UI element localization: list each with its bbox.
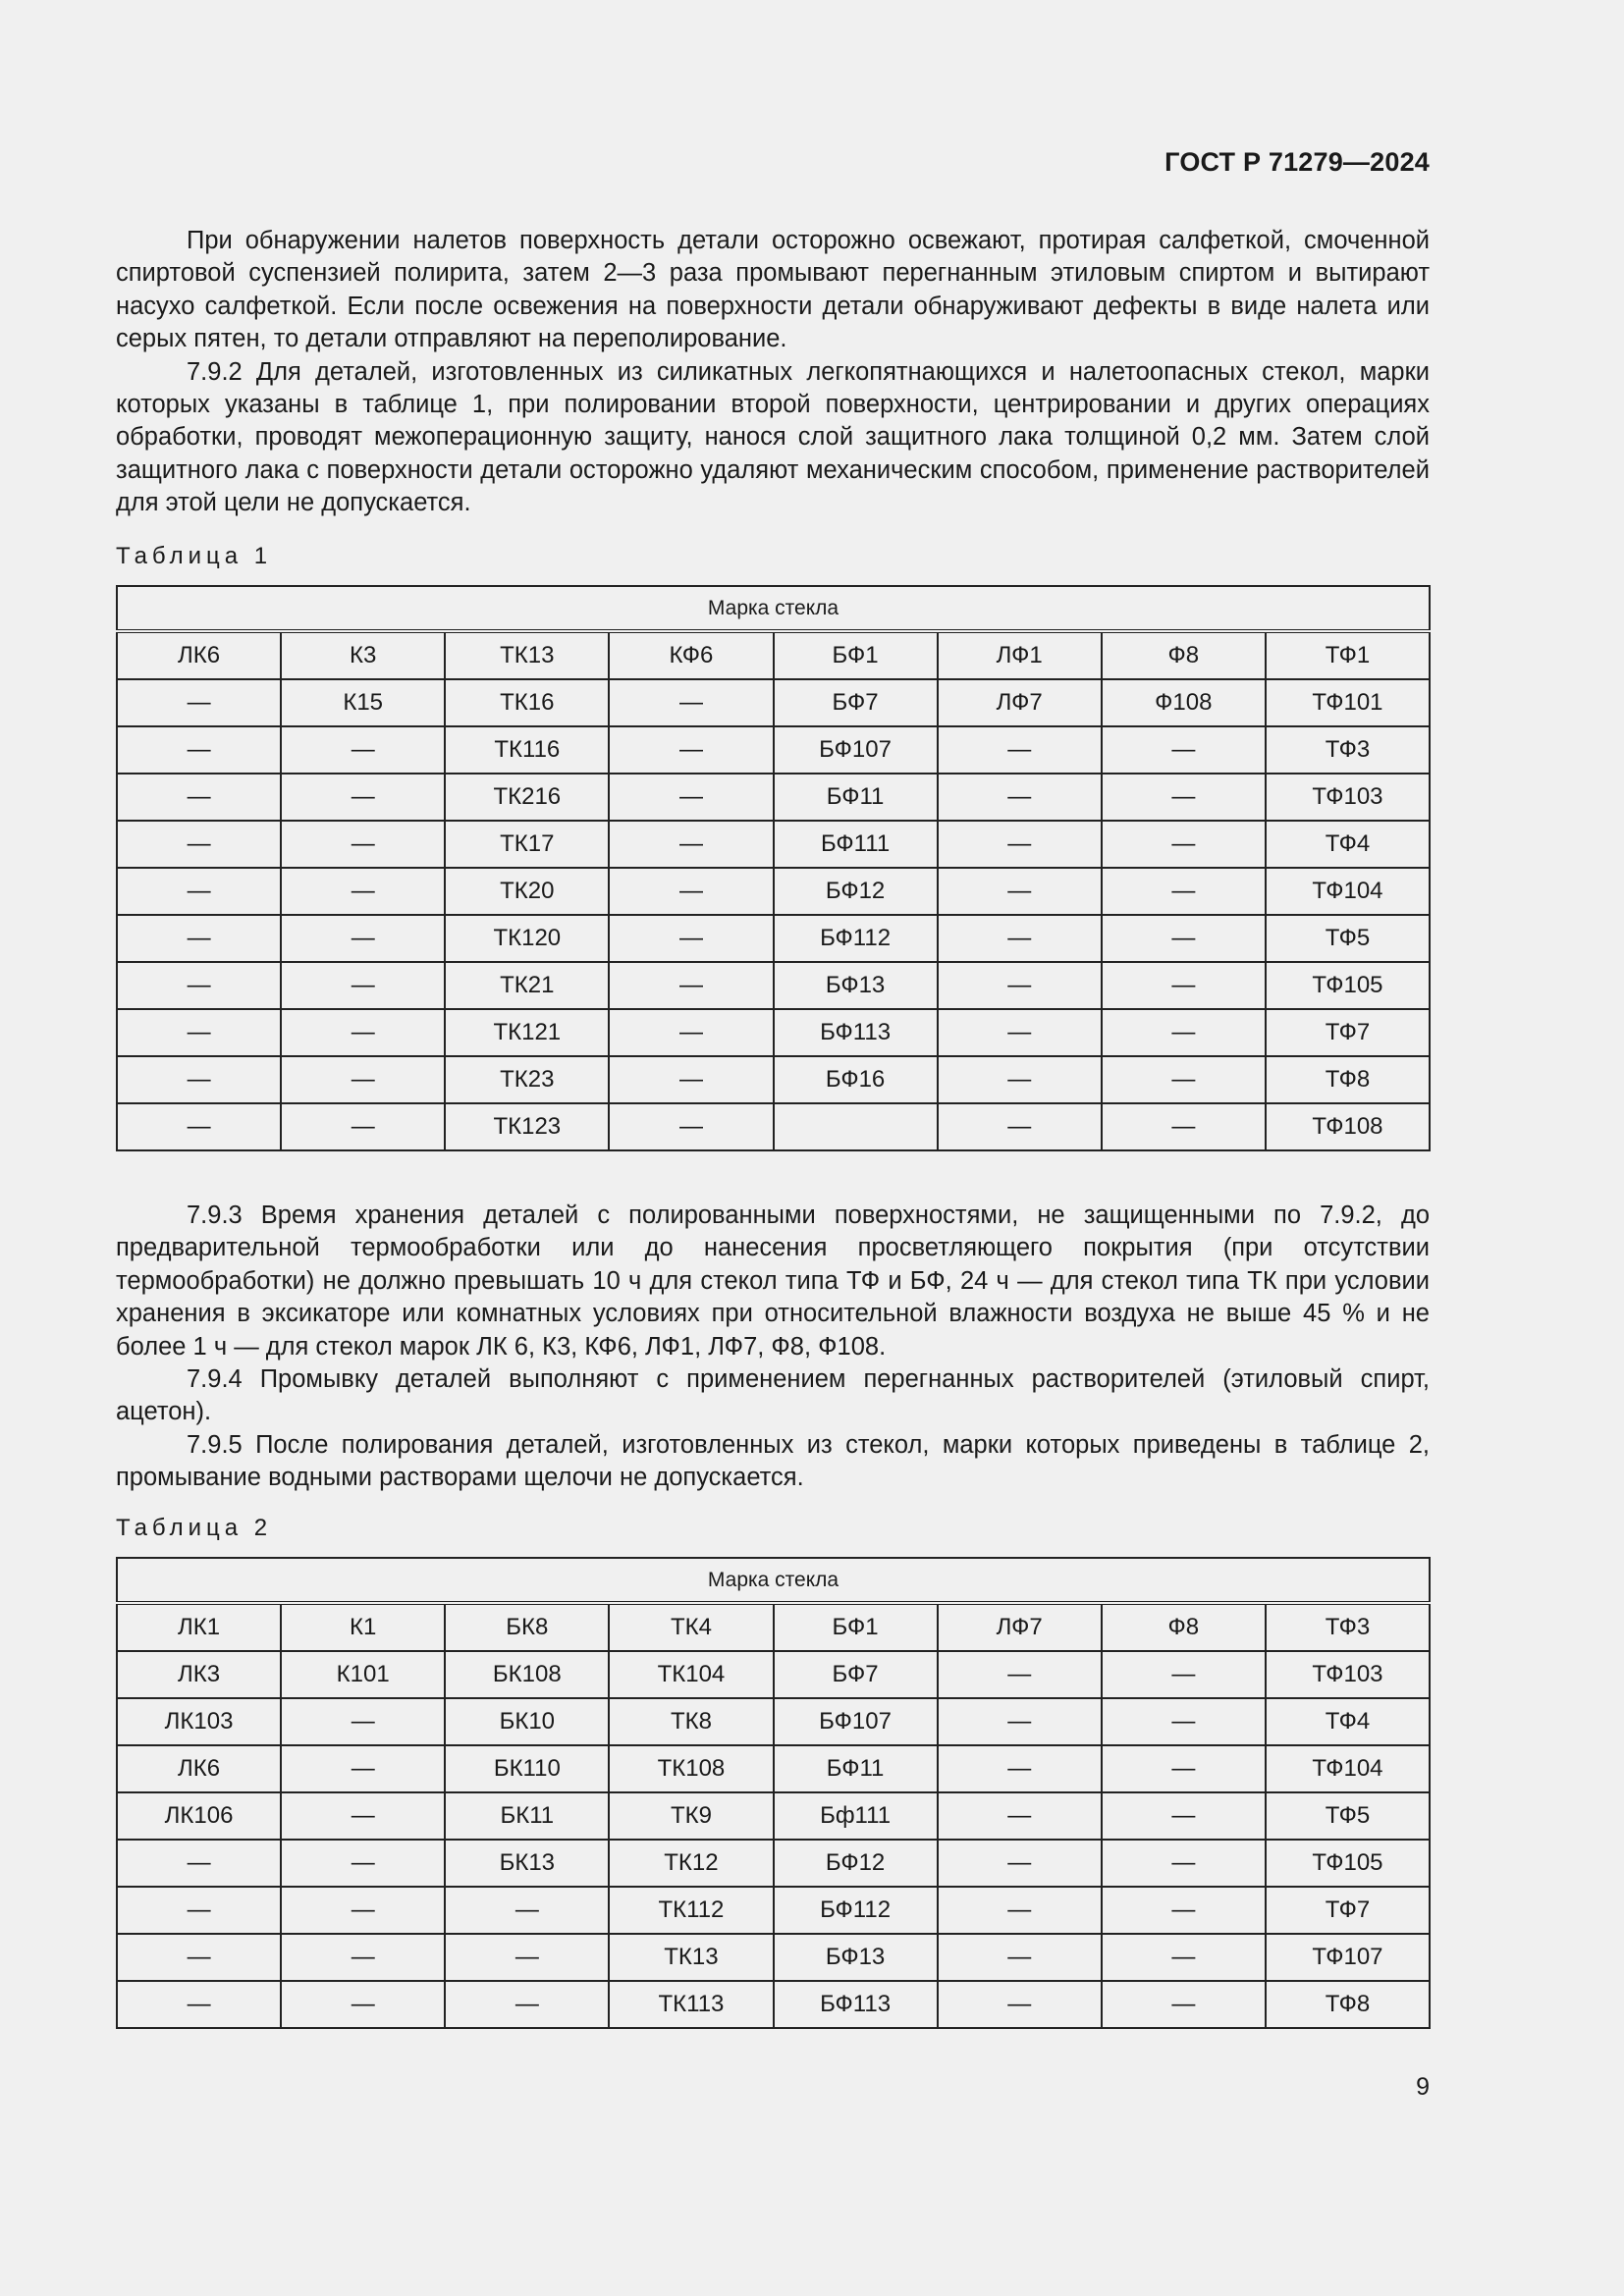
table-cell: — (117, 1009, 281, 1056)
table-cell: ТФ4 (1266, 821, 1430, 868)
table-cell: ТК108 (609, 1745, 773, 1792)
table-cell: — (938, 962, 1102, 1009)
table-cell: ТФ104 (1266, 1745, 1430, 1792)
table-row (117, 1792, 1430, 1840)
table-cell: ТФ8 (1266, 1056, 1430, 1103)
table-2-header: Марка стекла (117, 1558, 1430, 1603)
table-cell: — (1102, 1887, 1266, 1934)
table-cell: ТФ3 (1266, 1603, 1430, 1651)
table-cell: — (609, 821, 773, 868)
table-cell: — (117, 726, 281, 774)
table-cell: — (1102, 1103, 1266, 1150)
table-row (117, 1103, 1430, 1150)
text-block-middle (116, 1200, 1430, 1495)
table-cell: БФ107 (774, 726, 938, 774)
table-cell: БФ12 (774, 1840, 938, 1887)
table-cell: ТФ7 (1266, 1887, 1430, 1934)
table-row (117, 774, 1430, 821)
paragraph: 7.9.2 Для деталей, изготовленных из силикатных легкопятнающихся и налетоопасных стекол, марки которых указаны в таблице 1, при полировании второй поверхности, центрировании и других операциях обработки, проводят межоперационную защиту, нанося слой защитного лака толщиной 0,2 мм. Затем слой защитного лака с поверхности детали осторожно удаляют механическим способом, применение растворителей для этой цели не допускается. (116, 357, 1430, 517)
table-cell: ТФ105 (1266, 962, 1430, 1009)
table-row (117, 1981, 1430, 2028)
table-cell: — (281, 1792, 445, 1840)
table-cell: ТК12 (609, 1840, 773, 1887)
table-cell: К1 (281, 1603, 445, 1651)
table-cell: — (281, 1887, 445, 1934)
table-cell: — (281, 1840, 445, 1887)
table-cell: ТФ103 (1266, 774, 1430, 821)
table-cell: — (609, 1009, 773, 1056)
table-cell: — (117, 1103, 281, 1150)
table-cell: — (1102, 962, 1266, 1009)
table-cell: — (609, 679, 773, 726)
table-cell: ТФ8 (1266, 1981, 1430, 2028)
document-header: ГОСТ Р 71279—2024 (1164, 147, 1430, 177)
table-cell: БФ13 (774, 962, 938, 1009)
table-cell: ТФ5 (1266, 915, 1430, 962)
table-cell: — (938, 1698, 1102, 1745)
table-cell: — (1102, 915, 1266, 962)
table-cell: — (1102, 1792, 1266, 1840)
table-cell: ТК4 (609, 1603, 773, 1651)
table-cell: ТК216 (445, 774, 609, 821)
table-cell: — (938, 915, 1102, 962)
table-cell: — (1102, 1840, 1266, 1887)
table-cell: — (1102, 1056, 1266, 1103)
table-cell: ТК120 (445, 915, 609, 962)
table-cell: — (281, 962, 445, 1009)
table-cell: БФ113 (774, 1009, 938, 1056)
table-cell: — (1102, 868, 1266, 915)
table-cell: ЛК3 (117, 1651, 281, 1698)
table-cell: — (938, 1934, 1102, 1981)
table-2 (116, 1557, 1431, 2029)
table-cell: — (117, 821, 281, 868)
table-cell: — (281, 915, 445, 962)
table-cell: БФ13 (774, 1934, 938, 1981)
table-cell: — (1102, 726, 1266, 774)
table-cell: — (609, 962, 773, 1009)
table-row (117, 679, 1430, 726)
table-cell: ТФ3 (1266, 726, 1430, 774)
table-cell: — (281, 1103, 445, 1150)
table-cell: ТК20 (445, 868, 609, 915)
table-cell: ТК13 (609, 1934, 773, 1981)
table-cell: ТФ104 (1266, 868, 1430, 915)
table-1-header: Марка стекла (117, 586, 1430, 631)
table-cell: ТК16 (445, 679, 609, 726)
table-cell: БК8 (445, 1603, 609, 1651)
table-cell: — (938, 868, 1102, 915)
table-cell: К101 (281, 1651, 445, 1698)
table-cell: — (938, 821, 1102, 868)
table-cell: — (281, 868, 445, 915)
table-cell: БК11 (445, 1792, 609, 1840)
table-cell: ЛФ7 (938, 679, 1102, 726)
table-cell: Ф108 (1102, 679, 1266, 726)
table-row (117, 631, 1430, 679)
table-cell: — (1102, 821, 1266, 868)
table-cell: Ф8 (1102, 631, 1266, 679)
table-cell: — (609, 915, 773, 962)
table-1-caption: Таблица 1 (116, 543, 273, 569)
table-cell: ТФ108 (1266, 1103, 1430, 1150)
table-cell: ЛК6 (117, 1745, 281, 1792)
table-cell (774, 1103, 938, 1150)
paragraph: При обнаружении налетов поверхность детали осторожно освежают, протирая салфеткой, смоченной спиртовой суспензией полирита, затем 2—3 раза промывают перегнанным этиловым спиртом и вытирают насухо салфеткой. Если после освежения на поверхности детали обнаруживают дефекты в виде налета или серых пятен, то детали отправляют на переполирование. (116, 227, 1430, 353)
table-cell: — (938, 1745, 1102, 1792)
table-cell: ТК112 (609, 1887, 773, 1934)
table-cell: — (281, 1698, 445, 1745)
paragraph: 7.9.4 Промывку деталей выполняют с применением перегнанных растворителей (этиловый спирт, ацетон). (116, 1365, 1430, 1426)
table-row (117, 726, 1430, 774)
table-cell: — (609, 774, 773, 821)
table-cell: — (1102, 774, 1266, 821)
table-cell: БК110 (445, 1745, 609, 1792)
table-cell: — (1102, 1651, 1266, 1698)
table-cell: ТК23 (445, 1056, 609, 1103)
table-row (117, 1934, 1430, 1981)
table-cell: ТК123 (445, 1103, 609, 1150)
table-1 (116, 585, 1431, 1151)
table-cell: БФ7 (774, 1651, 938, 1698)
table-cell: ЛК6 (117, 631, 281, 679)
table-cell: — (281, 1981, 445, 2028)
table-cell: БФ113 (774, 1981, 938, 2028)
table-cell: БФ12 (774, 868, 938, 915)
table-cell: БК10 (445, 1698, 609, 1745)
table-cell: БФ1 (774, 631, 938, 679)
table-cell: ТК116 (445, 726, 609, 774)
table-cell: ТФ107 (1266, 1934, 1430, 1981)
table-cell: БФ11 (774, 1745, 938, 1792)
table-cell: ТФ101 (1266, 679, 1430, 726)
table-cell: ТК8 (609, 1698, 773, 1745)
table-cell: — (938, 1056, 1102, 1103)
table-cell: — (938, 1981, 1102, 2028)
text-block-top (116, 225, 1430, 520)
table-2-caption: Таблица 2 (116, 1515, 273, 1541)
page-number: 9 (1416, 2073, 1430, 2101)
table-cell: ЛФ1 (938, 631, 1102, 679)
table-cell: ТК113 (609, 1981, 773, 2028)
table-row (117, 1009, 1430, 1056)
table-cell: — (1102, 1745, 1266, 1792)
table-cell: БФ112 (774, 1887, 938, 1934)
table-cell: ТК21 (445, 962, 609, 1009)
table-row (117, 868, 1430, 915)
table-cell: — (609, 1056, 773, 1103)
paragraph: 7.9.5 После полирования деталей, изготовленных из стекол, марки которых приведены в таблице 2, промывание водными растворами щелочи не допускается. (116, 1430, 1430, 1492)
table-cell: БФ107 (774, 1698, 938, 1745)
table-cell: — (117, 1056, 281, 1103)
table-cell: ТК104 (609, 1651, 773, 1698)
table-cell: — (938, 1792, 1102, 1840)
table-cell: — (938, 1103, 1102, 1150)
table-cell: ЛК103 (117, 1698, 281, 1745)
table-cell: ТФ5 (1266, 1792, 1430, 1840)
table-cell: — (117, 868, 281, 915)
table-cell: ТФ1 (1266, 631, 1430, 679)
table-cell: ЛК106 (117, 1792, 281, 1840)
table-cell: КФ6 (609, 631, 773, 679)
table-cell: — (117, 1981, 281, 2028)
table-cell: — (117, 679, 281, 726)
table-cell: — (281, 821, 445, 868)
paragraph: 7.9.3 Время хранения деталей с полированными поверхностями, не защищенными по 7.9.2, до предварительной термообработки или до нанесения просветляющего покрытия (при отсутствии термообработки) не должно превышать 10 ч для стекол типа ТФ и БФ, 24 ч — для стекол типа ТК при условии хранения в эксикаторе или комнатных условиях при относительной влажности воздуха не выше 45 % и не более 1 ч — для стекол марок ЛК 6, К3, КФ6, ЛФ1, ЛФ7, Ф8, Ф108. (116, 1201, 1430, 1361)
table-row (117, 1651, 1430, 1698)
table-cell: БК108 (445, 1651, 609, 1698)
table-cell: — (938, 774, 1102, 821)
table-cell: ТФ103 (1266, 1651, 1430, 1698)
table-cell: — (609, 726, 773, 774)
table-row (117, 1745, 1430, 1792)
table-cell: — (609, 868, 773, 915)
table-row (117, 962, 1430, 1009)
table-cell: К15 (281, 679, 445, 726)
table-cell: — (938, 1840, 1102, 1887)
table-cell: — (117, 1934, 281, 1981)
table-cell: Ф8 (1102, 1603, 1266, 1651)
table-cell: — (938, 726, 1102, 774)
table-cell: БФ16 (774, 1056, 938, 1103)
table-cell: — (281, 1745, 445, 1792)
table-cell: БФ111 (774, 821, 938, 868)
table-cell: ТК9 (609, 1792, 773, 1840)
table-cell: — (938, 1651, 1102, 1698)
table-cell: — (445, 1934, 609, 1981)
table-row (117, 1887, 1430, 1934)
table-cell: — (281, 726, 445, 774)
table-row (117, 915, 1430, 962)
table-cell: ТФ7 (1266, 1009, 1430, 1056)
table-cell: — (117, 915, 281, 962)
table-cell: — (1102, 1981, 1266, 2028)
table-row (117, 1056, 1430, 1103)
table-row (117, 1840, 1430, 1887)
table-cell: Бф111 (774, 1792, 938, 1840)
table-cell: — (281, 1009, 445, 1056)
table-cell: К3 (281, 631, 445, 679)
table-cell: — (117, 774, 281, 821)
table-cell: — (938, 1009, 1102, 1056)
table-cell: БФ1 (774, 1603, 938, 1651)
table-cell: — (117, 1887, 281, 1934)
table-cell: ТФ4 (1266, 1698, 1430, 1745)
table-cell: — (117, 1840, 281, 1887)
table-cell: — (117, 962, 281, 1009)
table-cell: — (1102, 1009, 1266, 1056)
table-cell: — (281, 774, 445, 821)
table-cell: БФ11 (774, 774, 938, 821)
table-row (117, 1603, 1430, 1651)
table-cell: ЛК1 (117, 1603, 281, 1651)
table-cell: — (1102, 1698, 1266, 1745)
table-cell: ТК17 (445, 821, 609, 868)
table-cell: БФ7 (774, 679, 938, 726)
table-cell: ЛФ7 (938, 1603, 1102, 1651)
table-cell: — (281, 1934, 445, 1981)
table-row (117, 821, 1430, 868)
table-cell: — (1102, 1934, 1266, 1981)
table-cell: — (281, 1056, 445, 1103)
table-cell: БК13 (445, 1840, 609, 1887)
table-cell: — (609, 1103, 773, 1150)
table-cell: ТК13 (445, 631, 609, 679)
table-cell: ТК121 (445, 1009, 609, 1056)
table-cell: — (445, 1981, 609, 2028)
table-cell: ТФ105 (1266, 1840, 1430, 1887)
table-cell: — (445, 1887, 609, 1934)
table-cell: БФ112 (774, 915, 938, 962)
table-row (117, 1698, 1430, 1745)
table-cell: — (938, 1887, 1102, 1934)
